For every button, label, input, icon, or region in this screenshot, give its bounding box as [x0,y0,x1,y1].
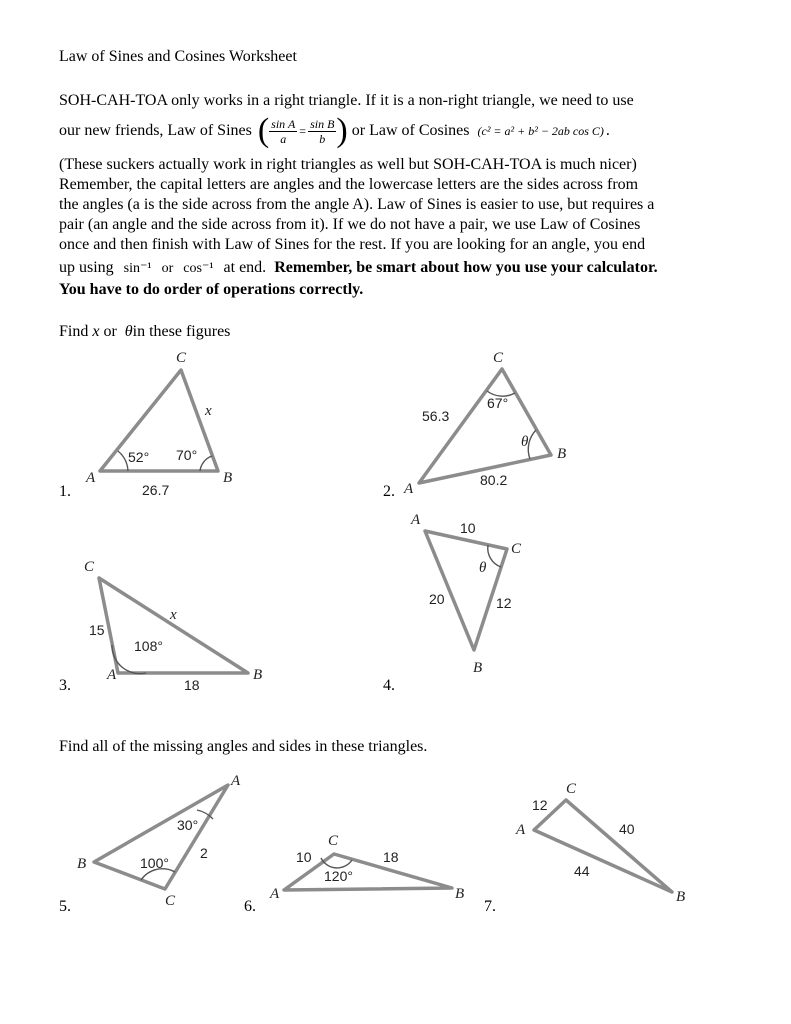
arcsin-text: sin⁻¹ [123,261,152,276]
triangle-4-side-ac: 10 [460,520,476,536]
triangle-4-side-ab: 20 [429,591,445,607]
triangle-figure-4 [410,512,522,676]
triangle-3-angle-a: 108° [134,638,163,654]
intro-line-1: SOH-CAH-TOA only works in a right triangle. If it is a non-right triangle, we need to use [59,92,634,109]
triangle-3-shape [99,578,248,673]
section-1-find: Find [59,323,89,340]
triangle-6-vertex-c: C [328,833,339,849]
problem-number-7: 7. [484,898,496,915]
triangle-2-vertex-c: C [493,350,504,366]
triangle-7-vertex-c: C [566,781,577,797]
section-1-end: in these figures [132,323,231,340]
section-1-x: x [92,323,100,340]
triangle-figure-6 [269,833,464,902]
triangle-5-vertex-a: A [231,773,241,789]
sines-denominator-b: b [319,131,326,146]
triangle-2-theta: θ [521,434,529,450]
triangle-4-vertex-c: C [511,541,522,557]
sines-equals: = [299,124,307,138]
sines-numerator-b: sin B [310,116,335,131]
triangle-figure-3 [84,559,262,693]
sines-denominator-a: a [280,131,287,146]
triangle-6-side-cb: 18 [383,849,399,865]
triangle-5-angle-a: 30° [177,817,199,833]
triangle-7-side-cb: 40 [619,821,635,837]
triangle-3-side-x: x [170,607,177,623]
intro-line-7: once and then finish with Law of Sines for the rest. If you are looking for an angle, you end [59,236,646,253]
or-text: or [161,261,174,276]
sines-numerator-a: sin A [271,116,296,131]
section-1-theta: θ [124,323,133,340]
triangle-figure-2 [403,350,566,497]
order-of-operations-warning: You have to do order of operations correctly. [59,281,364,298]
triangle-1-vertex-c: C [176,350,187,366]
problem-number-3: 3. [59,677,71,694]
triangle-7-side-ac: 12 [532,797,548,813]
triangle-6-vertex-a: A [270,886,280,902]
intro-line-2-text-a: our new friends, Law of Sines [59,122,252,139]
calculator-warning: Remember, be smart about how you use your calculator. [274,259,658,276]
triangle-3-vertex-b: B [253,667,263,683]
triangle-5-shape [94,785,228,889]
page-title: Law of Sines and Cosines Worksheet [59,48,297,65]
section-2-prompt: Find all of the missing angles and sides in these triangles. [59,738,428,755]
problem-number-1: 1. [59,483,71,500]
triangle-4-side-cb: 12 [496,595,512,611]
intro-line-8-end: at end. [223,259,267,276]
triangle-5-side-ac: 2 [200,845,208,861]
problem-number-6: 6. [244,898,256,915]
triangle-6-side-ac: 10 [296,849,312,865]
intro-line-3: (These suckers actually work in right triangles as well but SOH-CAH-TOA is much nicer) [59,156,637,173]
triangle-figure-5 [77,773,241,909]
triangle-3-side-ab: 18 [184,677,200,693]
triangle-2-angle-c: 67° [487,395,509,411]
triangle-1-angle-a: 52° [128,449,150,465]
triangle-1-side-ab: 26.7 [142,482,170,498]
triangle-7-vertex-a: A [516,822,526,838]
intro-line-5: the angles (a is the side across from the angle A). Law of Sines is easier to use, but requires a [59,196,655,213]
problem-number-5: 5. [59,898,71,915]
intro-line-4: Remember, the capital letters are angles and the lowercase letters are the sides across from [59,176,639,193]
triangle-1-shape [100,370,218,471]
triangle-1-side-x: x [205,403,212,419]
triangle-3-vertex-c: C [84,559,95,575]
triangle-4-vertex-a: A [411,512,421,528]
triangle-3-side-ac: 15 [89,622,105,638]
triangle-figure-7 [515,781,685,905]
problem-number-2: 2. [383,483,395,500]
law-of-cosines-formula: (c² = a² + b² − 2ab cos C) [477,124,604,138]
triangle-5-vertex-c: C [165,893,176,909]
triangle-7-shape [534,800,672,892]
triangle-6-angle-c: 120° [324,868,353,884]
section-1-or: or [103,323,117,340]
triangle-4-vertex-b: B [473,660,483,676]
close-paren-icon: ) [336,112,348,149]
triangle-3-vertex-a: A [107,667,117,683]
intro-line-8-text: up using [59,259,114,276]
triangle-2-vertex-a: A [404,481,414,497]
triangle-2-shape [419,369,551,483]
arccos-text: cos⁻¹ [183,261,214,276]
triangle-2-side-ac: 56.3 [422,408,450,424]
triangle-5-vertex-b: B [77,856,87,872]
triangle-1-vertex-a: A [86,470,96,486]
triangle-1-angle-b: 70° [176,447,198,463]
triangle-4-theta: θ [479,560,487,576]
triangle-2-side-ab: 80.2 [480,472,508,488]
triangle-figure-1 [85,350,232,498]
intro-line-6: pair (an angle and the side across from it). If we do not have a pair, we use Law of Cosines [59,216,641,233]
triangle-2-vertex-b: B [557,446,567,462]
triangle-7-side-ab: 44 [574,863,590,879]
intro-line-2-text-b: or Law of Cosines [351,122,470,139]
open-paren-icon: ( [257,112,270,149]
triangle-6-vertex-b: B [455,886,465,902]
triangle-7-vertex-b: B [676,889,686,905]
intro-line-2-end: . [605,122,610,139]
triangle-5-angle-c: 100° [140,855,169,871]
triangle-1-vertex-b: B [223,470,233,486]
problem-number-4: 4. [383,677,395,694]
